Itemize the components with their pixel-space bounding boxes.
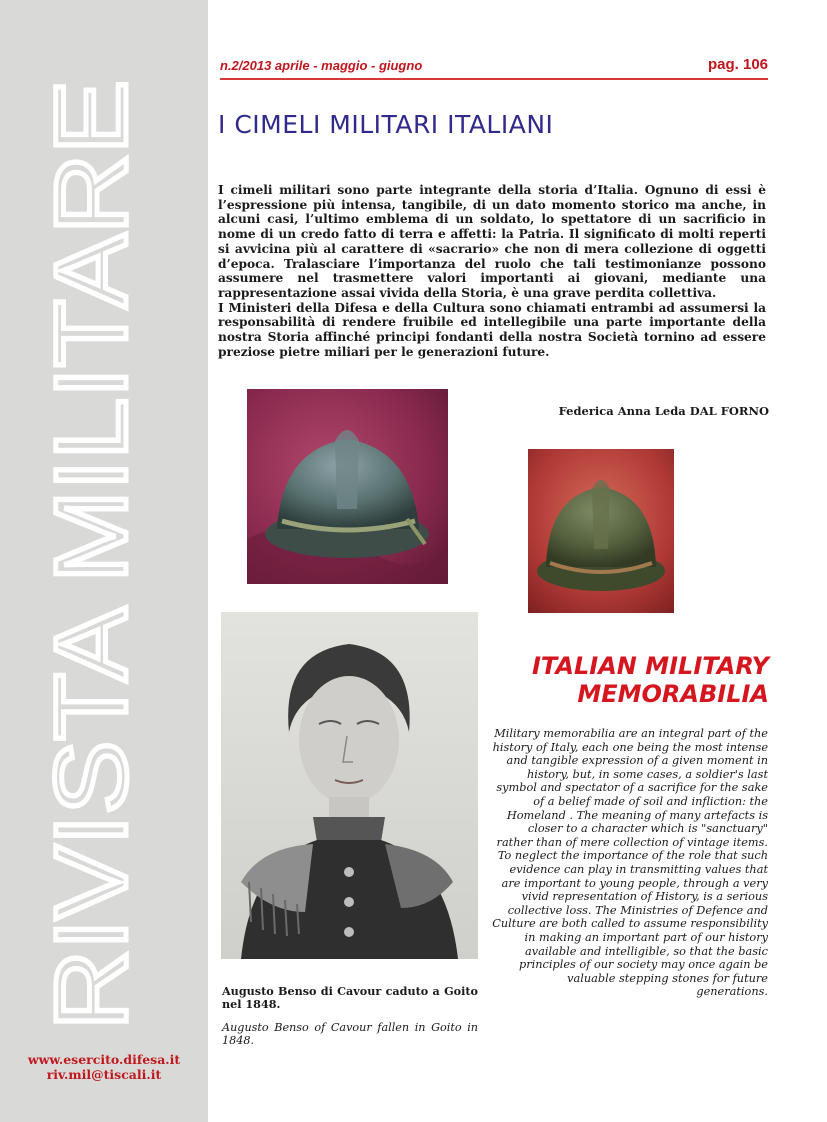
email-link[interactable]: riv.mil@tiscali.it (46, 1067, 162, 1082)
intro-paragraph-2: I Ministeri della Difesa e della Cultura sono chiamati entrambi ad assumersi la responsabilità di rendere fruibile ed intellegibile una parte importante della nostra Storia affinché principi fondanti della nostra Società tornino ad essere preziose pietre miliari per le generazioni future. (218, 300, 766, 359)
helmet-photo-1 (247, 389, 448, 584)
issue-label: n.2/2013 aprile - maggio - giugno (220, 58, 423, 73)
portrait-photo (221, 612, 478, 959)
english-title-line-1: ITALIAN MILITARY (531, 652, 769, 680)
english-title (469, 652, 769, 708)
masthead-text: RIVISTA MILITARE (34, 155, 148, 1030)
helmet-photo-2 (528, 449, 674, 613)
english-body: Military memorabilia are an integral part of the history of Italy, each one being the most intense and tangible expression of a given moment in history, but, in some cases, a soldier's last symbol and spectator of a sacrifice for the sake of a belief made of soil and infliction: the Homeland . The meaning of many artefacts is closer to a character which is "sanctuary" rather than of mere collection of vintage items. To neglect the importance of the role that such evidence can play in transmitting values that are important to young people, through a very vivid representation of History, is a serious collective loss. The Ministries of Defence and Culture are both called to assume responsibility in making an important part of our history available and intelligible, so that the basic principles of our society may once again be valuable stepping stones for future generations. (492, 727, 768, 999)
article-author: Federica Anna Leda DAL FORNO (558, 404, 769, 418)
caption-english: Augusto Benso of Cavour fallen in Goito in 1848. (222, 1021, 478, 1047)
masthead-logo (0, 0, 208, 1040)
sidebar-contacts (0, 1052, 208, 1082)
page-number: pag. 106 (707, 56, 768, 73)
article-title: I CIMELI MILITARI ITALIANI (218, 110, 554, 139)
website-link[interactable]: www.esercito.difesa.it (27, 1052, 181, 1067)
page-header (220, 56, 768, 80)
article-intro (218, 183, 766, 359)
intro-paragraph-1: I cimeli militari sono parte integrante della storia d’Italia. Ognuno di essi è l’espressione più intensa, tangibile, di un dato momento storico ma anche, in alcuni casi, l’ultimo emblema di un soldato, lo spettatore di un sacrificio in nome di un credo fatto di terra e affetti: la Patria. Il significato di molti reperti si avvicina più al carattere di «sacrario» che non di mera collezione di oggetti d’epoca. Tralasciare l’importanza del ruolo che tali testimonianze possono assumere nel trasmettere valori importanti ai giovani, mediante una rappresentazione assai vivida della Storia, è una grave perdita collettiva. (218, 183, 766, 300)
english-title-line-2: MEMORABILIA (577, 680, 769, 708)
caption-italian: Augusto Benso di Cavour caduto a Goito nel 1848. (222, 984, 478, 1011)
